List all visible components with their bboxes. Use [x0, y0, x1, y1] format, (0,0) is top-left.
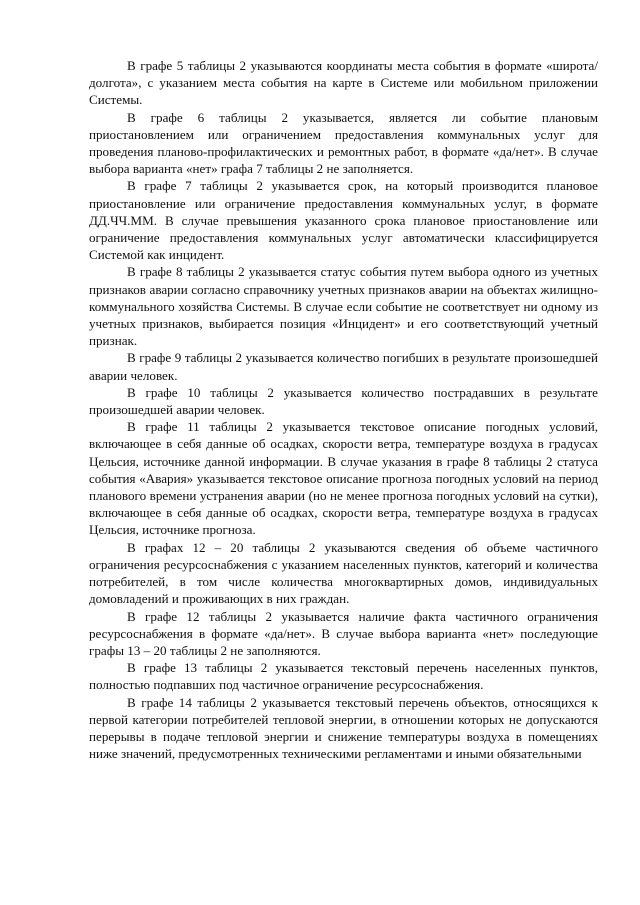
paragraph-columns-12-20: В графах 12 – 20 таблицы 2 указываются сведения об объеме частичного ограничения ресурсоснабжения с указанием населенных пунктов, категорий и количества потребителей, в том числе количества многоквартирных домов, индивидуальных домовладений и проживающих в них граждан.	[89, 539, 598, 607]
paragraph-column-11: В графе 11 таблицы 2 указывается текстовое описание погодных условий, включающее в себя данные об осадках, скорости ветра, температуре воздуха в градусах Цельсия, источнике данной информации. В случае указания в графе 8 таблицы 2 статуса события «Авария» указывается текстовое описание прогноза погодных условий на период планового времени устранения аварии (но не менее прогноза погодных условий на сутки), включающее в себя данные об осадках, скорости ветра, температуре воздуха в градусах Цельсия, источнике прогноза.	[89, 419, 598, 538]
paragraph-column-13: В графе 13 таблицы 2 указывается текстовый перечень населенных пунктов, полностью подпавших под частичное ограничение ресурсоснабжения.	[89, 660, 598, 693]
paragraph-column-7: В графе 7 таблицы 2 указывается срок, на который производится плановое приостановление или ограничение предоставления коммунальных услуг, в формате ДД.ЧЧ.ММ. В случае превышения указанного срока плановое приостановление или ограничение предоставления коммунальных услуг автоматически классифицируется Системой как инцидент.	[89, 178, 598, 263]
paragraph-column-14: В графе 14 таблицы 2 указывается текстовый перечень объектов, относящихся к первой категории потребителей тепловой энергии, в отношении которых не допускаются перерывы в подаче тепловой энергии и снижение температуры воздуха в помещениях ниже значений, предусмотренных техническими регламентами и иными обязательными	[89, 694, 598, 762]
paragraph-column-9: В графе 9 таблицы 2 указывается количество погибших в результате произошедшей аварии человек.	[89, 350, 598, 383]
paragraph-column-12: В графе 12 таблицы 2 указывается наличие факта частичного ограничения ресурсоснабжения в формате «да/нет». В случае выбора варианта «нет» последующие графы 13 – 20 таблицы 2 не заполняются.	[89, 608, 598, 658]
paragraph-column-6: В графе 6 таблицы 2 указывается, является ли событие плановым приостановлением или ограничением предоставления коммунальных услуг для проведения планово-профилактических и ремонтных работ, в формате «да/нет». В случае выбора варианта «нет» графа 7 таблицы 2 не заполняется.	[89, 109, 598, 177]
document-body	[89, 57, 598, 762]
paragraph-column-10: В графе 10 таблицы 2 указывается количество пострадавших в результате произошедшей аварии человек.	[89, 384, 598, 418]
paragraph-column-8: В графе 8 таблицы 2 указывается статус события путем выбора одного из учетных признаков аварии согласно справочнику учетных признаков аварии на объектах жилищно-коммунального хозяйства Системы. В случае если событие не соответствует ни одному из учетных признаков, выбирается позиция «Инцидент» и его соответствующий учетный признак.	[89, 264, 598, 349]
paragraph-column-5: В графе 5 таблицы 2 указываются координаты места события в формате «широта/долгота», с указанием места события на карте в Системе или мобильном приложении Системы.	[89, 58, 598, 108]
